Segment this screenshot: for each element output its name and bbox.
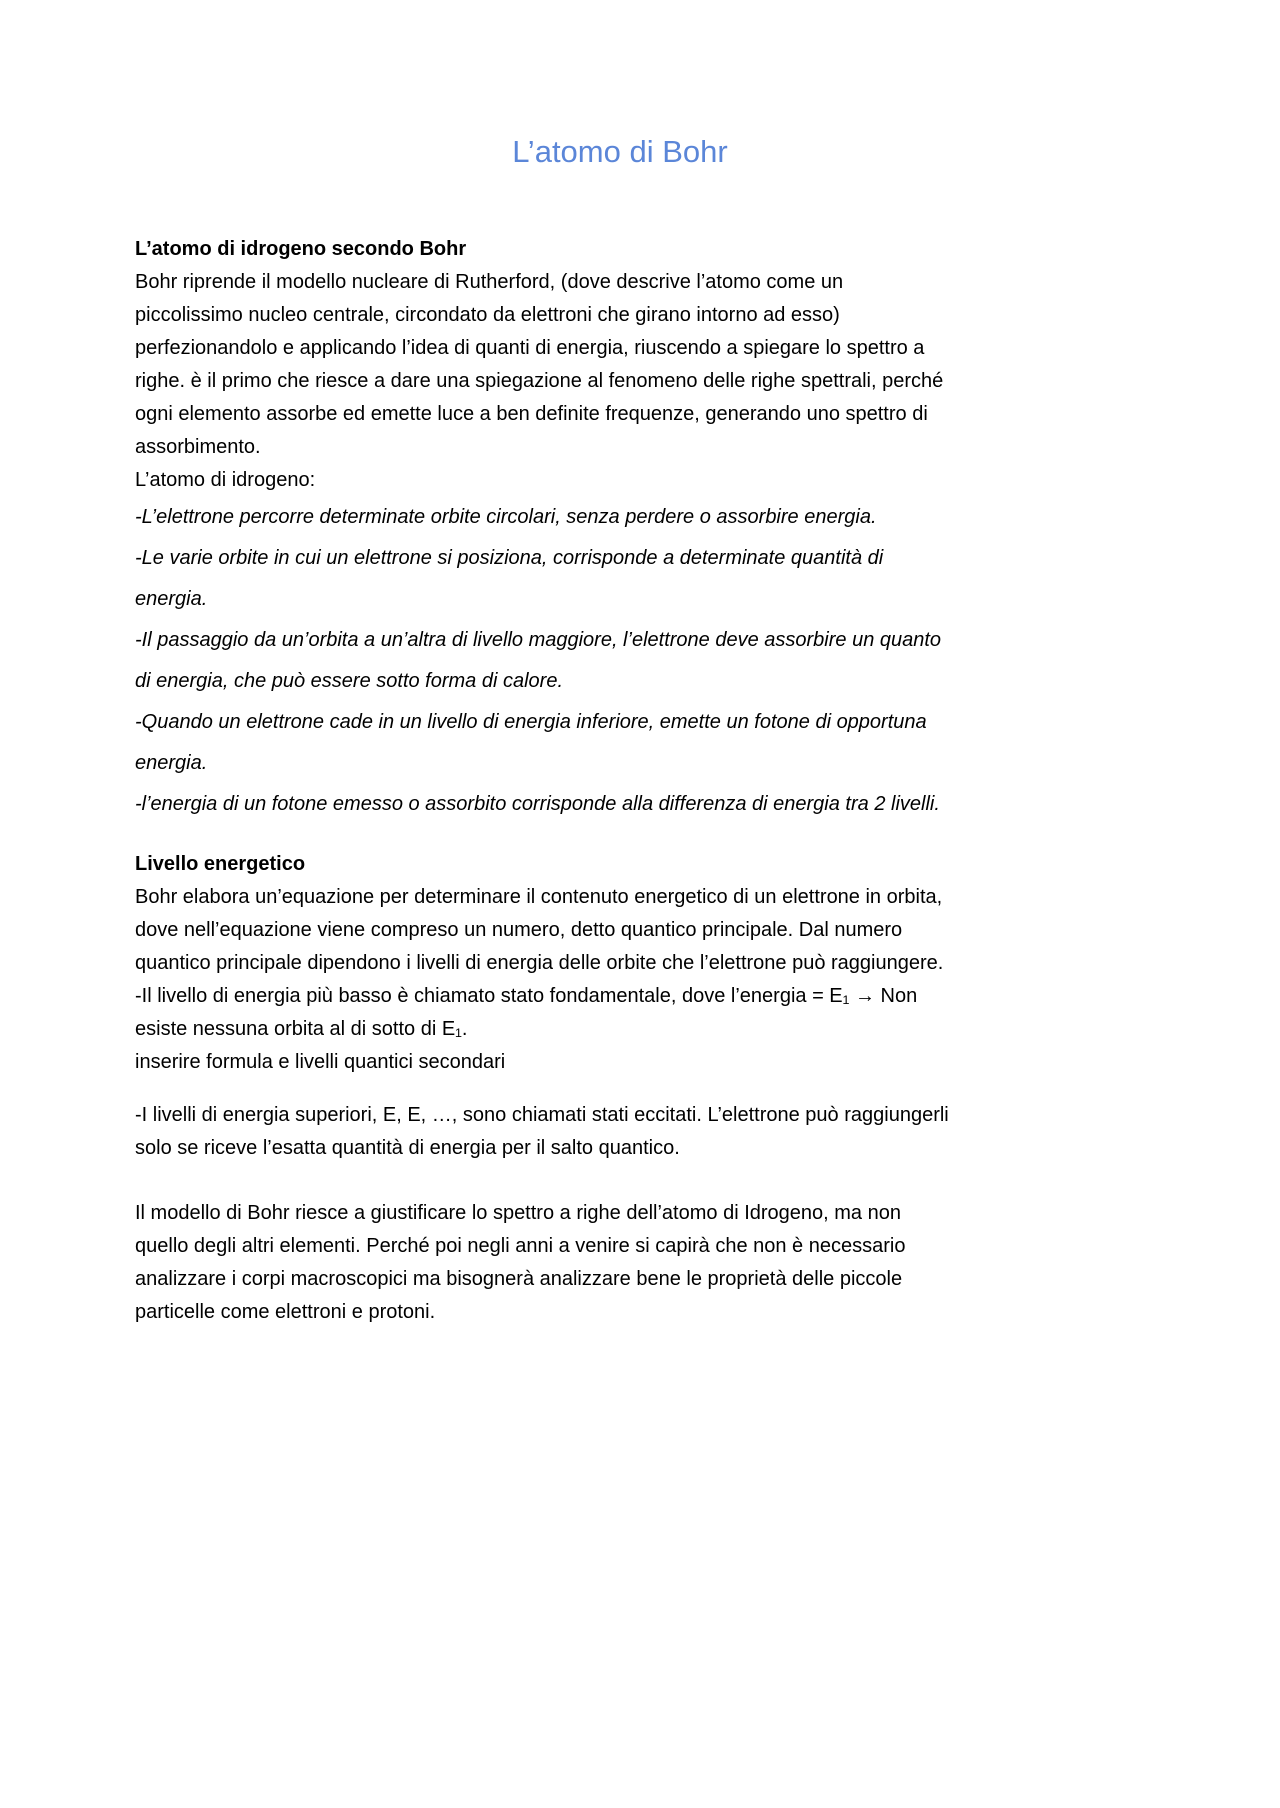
text-line: -L’elettrone percorre determinate orbite circolari, senza perdere o assorbire energia. bbox=[135, 506, 877, 528]
paragraph-block bbox=[135, 497, 1105, 825]
text-line: Bohr elabora un’equazione per determinare il contenuto energetico di un elettrone in orbita, bbox=[135, 886, 943, 908]
text-line: -Le varie orbite in cui un elettrone si posiziona, corrisponde a determinate quantità di bbox=[135, 547, 884, 569]
text-line: analizzare i corpi macroscopici ma bisognerà analizzare bene le proprietà delle piccole bbox=[135, 1268, 903, 1290]
text-line: ogni elemento assorbe ed emette luce a ben definite frequenze, generando uno spettro di bbox=[135, 403, 928, 425]
paragraph-block bbox=[135, 881, 1105, 1079]
text-line: Livello energetico bbox=[135, 853, 306, 875]
text-line: -I livelli di energia superiori, E, E, …, sono chiamati stati eccitati. L’elettrone può raggiungerli bbox=[135, 1104, 949, 1126]
text-line: L’atomo di idrogeno: bbox=[135, 469, 316, 491]
paragraph-block bbox=[135, 1197, 1105, 1329]
text-line: quello degli altri elementi. Perché poi negli anni a venire si capirà che non è necessario bbox=[135, 1235, 906, 1257]
text-line: solo se riceve l’esatta quantità di energia per il salto quantico. bbox=[135, 1137, 680, 1159]
document-title: L’atomo di Bohr bbox=[512, 134, 728, 169]
text-line: energia. bbox=[135, 588, 208, 610]
text-line: energia. bbox=[135, 752, 208, 774]
text-line: Bohr riprende il modello nucleare di Rutherford, (dove descrive l’atomo come un bbox=[135, 271, 844, 293]
section-heading bbox=[135, 233, 1105, 266]
text-line: assorbimento. bbox=[135, 436, 261, 458]
text-line: piccolissimo nucleo centrale, circondato da elettroni che girano intorno ad esso) bbox=[135, 304, 840, 326]
text-line: dove nell’equazione viene compreso un numero, detto quantico principale. Dal numero bbox=[135, 919, 903, 941]
text-line: -Quando un elettrone cade in un livello di energia inferiore, emette un fotone di opportuna bbox=[135, 711, 927, 733]
text-line: L’atomo di idrogeno secondo Bohr bbox=[135, 238, 467, 260]
text-line: quantico principale dipendono i livelli di energia delle orbite che l’elettrone può raggiungere. bbox=[135, 952, 944, 974]
text-line: esiste nessuna orbita al di sotto di E₁. bbox=[135, 1018, 468, 1040]
text-line: -Il livello di energia più basso è chiamato stato fondamentale, dove l’energia = E₁ → Non bbox=[135, 985, 918, 1007]
text-line: -l’energia di un fotone emesso o assorbito corrisponde alla differenza di energia tra 2 livelli. bbox=[135, 793, 940, 815]
text-line: inserire formula e livelli quantici secondari bbox=[135, 1051, 506, 1073]
text-line: di energia, che può essere sotto forma di calore. bbox=[135, 670, 564, 692]
paragraph-block bbox=[135, 1099, 1105, 1165]
text-line: righe. è il primo che riesce a dare una spiegazione al fenomeno delle righe spettrali, perché bbox=[135, 370, 944, 392]
section-heading bbox=[135, 848, 1105, 881]
text-line: -Il passaggio da un’orbita a un’altra di livello maggiore, l’elettrone deve assorbire un quanto bbox=[135, 629, 942, 651]
text-line: Il modello di Bohr riesce a giustificare lo spettro a righe dell’atomo di Idrogeno, ma non bbox=[135, 1202, 901, 1224]
text-line: perfezionandolo e applicando l’idea di quanti di energia, riuscendo a spiegare lo spettro a bbox=[135, 337, 925, 359]
text-line: particelle come elettroni e protoni. bbox=[135, 1301, 436, 1323]
paragraph-block bbox=[135, 266, 1105, 497]
document-body bbox=[135, 233, 1105, 1329]
